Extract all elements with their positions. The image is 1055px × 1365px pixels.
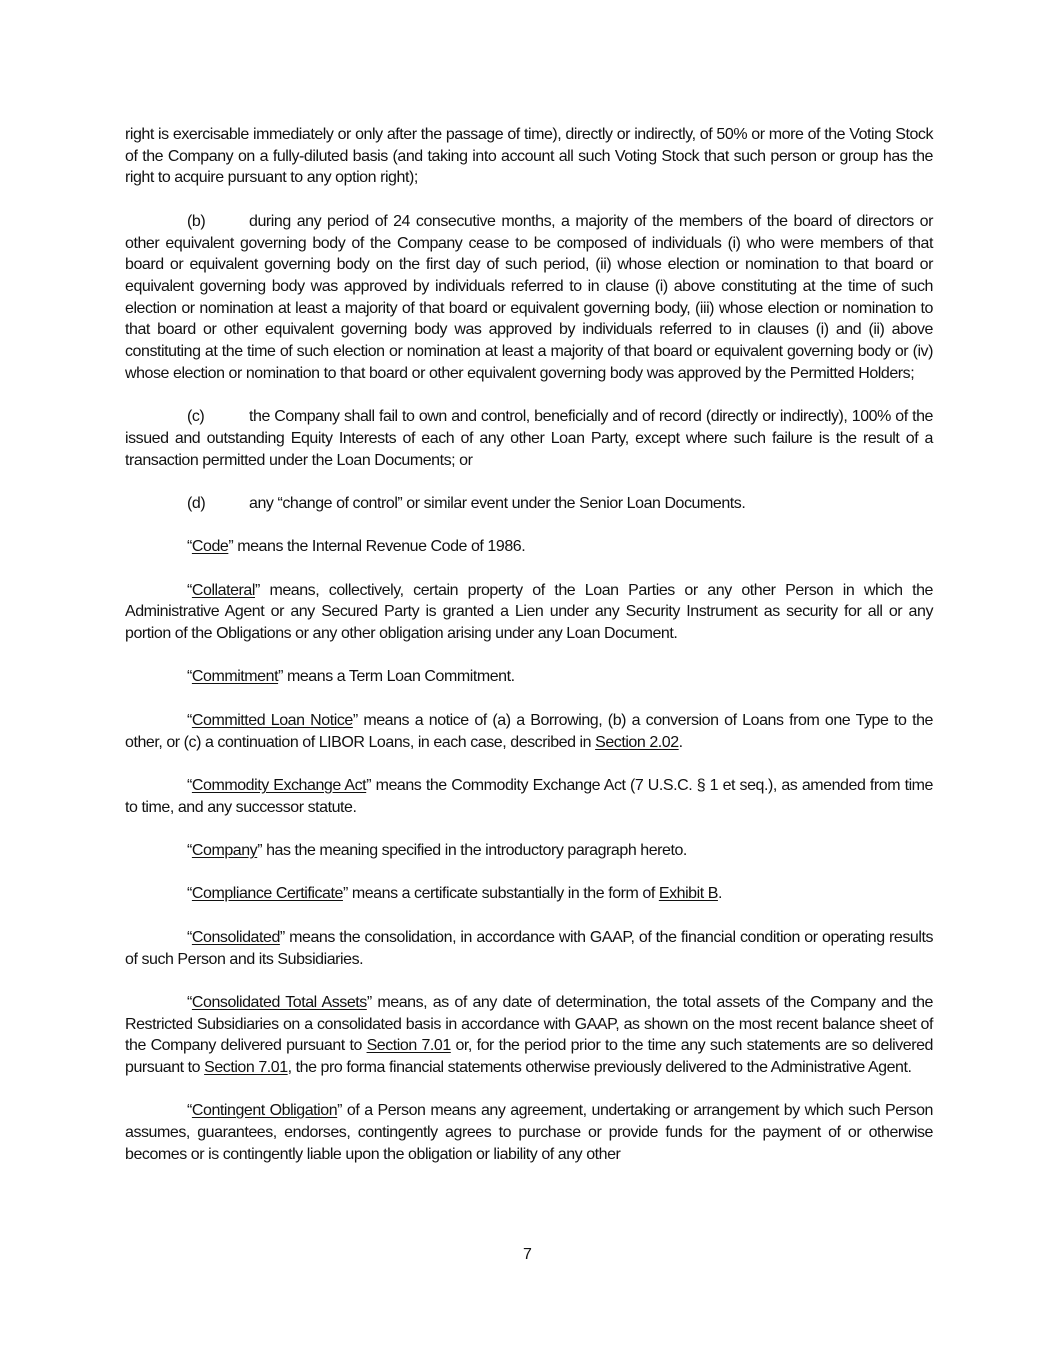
continuation-paragraph: right is exercisable immediately or only after the passage of time), directly or indirectly, of 50% or more of the Voting Stock of the Company on a fully-diluted basis (and taking into account all such Voting Stock that such person or group has the right to acquire pursuant to any option right);	[125, 126, 933, 187]
definition-tail: , the pro forma financial statements otherwise previously delivered to the Administrative Agent.	[287, 1059, 912, 1077]
close-quote: ”	[352, 711, 358, 729]
definition-commitment	[125, 666, 933, 688]
clause-text: during any period of 24 consecutive months, a majority of the members of the board of directors or other equivalent governing body of the Company cease to be composed of individuals (i) who were members of that board or equivalent governing body on the first day of such period, (ii) whose election or nomination to that board or equivalent governing body was approved by individuals referred to in clause (i) above constituting at the time of such election or nomination at least a majority of that board or equivalent governing body, (iii) whose election or nomination to that board or other equivalent governing body was approved by individuals referred to in clauses (i) and (ii) above constituting at the time of such election or nomination at least a majority of that board or equivalent governing body or (iv) whose election or nomination to that board or other equivalent governing body was approved by the Permitted Holders;	[125, 212, 933, 382]
exhibit-reference: Exhibit B	[658, 885, 718, 903]
definition-consolidated	[125, 927, 933, 970]
defined-term: Company	[191, 842, 258, 860]
defined-term: Contingent Obligation	[191, 1102, 338, 1120]
definition-consolidated-total-assets	[125, 992, 933, 1079]
definition-text: means, collectively, certain property of the Loan Parties or any other Person in which the Administrative Agent or any Secured Party is granted a Lien under any Security Instrument as security for all or any portion of the Obligations or any other obligation arising under any Loan Document.	[125, 581, 933, 643]
close-quote: ”	[278, 668, 283, 686]
close-quote: ”	[366, 993, 372, 1011]
open-quote: “	[187, 842, 192, 860]
defined-term: Collateral	[191, 581, 255, 599]
definition-committed-loan-notice	[125, 710, 933, 753]
definition-text: means a Term Loan Commitment.	[282, 668, 515, 686]
close-quote: ”	[279, 928, 285, 946]
clause-b	[125, 211, 933, 385]
defined-term: Commitment	[191, 668, 279, 686]
definition-text: has the meaning specified in the introductory paragraph hereto.	[262, 842, 687, 860]
clause-label: (b)	[187, 212, 206, 230]
definition-text: means, as of any date of determination, the total assets of the Company and the Restricted Subsidiaries on a consolidated basis in accordance with GAAP, as shown on the most recent balance sheet of the Company delivered pursuant to	[125, 993, 933, 1055]
definition-text-mid: or, for the period prior to the time any such statements are so delivered pursuant to	[125, 1037, 933, 1077]
close-quote: ”	[254, 581, 260, 599]
clause-label: (c)	[187, 408, 205, 426]
section-reference: Section 2.02	[595, 733, 679, 751]
close-quote: ”	[257, 842, 263, 860]
open-quote: “	[187, 581, 192, 599]
clause-c	[125, 406, 933, 471]
close-quote: ”	[366, 776, 372, 794]
section-reference: Section 7.01	[204, 1059, 288, 1077]
close-quote: ”	[337, 1102, 343, 1120]
page-number: 7	[523, 1246, 532, 1263]
defined-term: Consolidated	[191, 928, 280, 946]
clause-text: any “change of control” or similar event under the Senior Loan Documents.	[249, 494, 746, 512]
definition-code	[125, 536, 933, 558]
definition-text: means the Internal Revenue Code of 1986.	[233, 538, 526, 556]
open-quote: “	[187, 538, 192, 556]
definition-contingent-obligation	[125, 1100, 933, 1165]
open-quote: “	[187, 711, 192, 729]
definition-company	[125, 840, 933, 862]
definition-tail: .	[678, 733, 683, 751]
clause-d	[125, 493, 933, 515]
open-quote: “	[187, 885, 192, 903]
definition-tail: .	[717, 885, 722, 903]
close-quote: ”	[342, 885, 348, 903]
defined-term: Commodity Exchange Act	[191, 776, 367, 794]
definition-text: means the consolidation, in accordance with GAAP, of the financial condition or operating results of such Person and its Subsidiaries.	[125, 928, 933, 968]
clause-text: the Company shall fail to own and control, beneficially and of record (directly or indirectly), 100% of the issued and outstanding Equity Interests of each of any other Loan Party, except where such failure is the result of a transaction permitted under the Loan Documents; or	[125, 408, 933, 469]
section-reference: Section 7.01	[366, 1037, 451, 1055]
body-text	[125, 124, 933, 1187]
open-quote: “	[187, 668, 192, 686]
open-quote: “	[187, 1102, 192, 1120]
defined-term: Consolidated Total Assets	[191, 993, 367, 1011]
close-quote: ”	[228, 538, 234, 556]
definition-compliance-certificate	[125, 883, 933, 905]
definition-text: of a Person means any agreement, undertaking or arrangement by which such Person assumes, guarantees, endorses, contingently agrees to purchase or provide funds for the payment of or otherwise becomes or is contingently liable upon the obligation or liability of any other	[125, 1102, 933, 1163]
definition-text: means a notice of (a) a Borrowing, (b) a conversion of Loans from one Type to the other, or (c) a continuation of LIBOR Loans, in each case, described in	[125, 711, 933, 751]
open-quote: “	[187, 993, 192, 1011]
clause-label: (d)	[187, 494, 206, 512]
definition-text: means a certificate substantially in the form of	[347, 885, 659, 903]
defined-term: Code	[191, 538, 229, 556]
open-quote: “	[187, 776, 192, 794]
defined-term: Compliance Certificate	[191, 885, 343, 903]
definition-text: means the Commodity Exchange Act (7 U.S.C. § 1 et seq.), as amended from time to time, and any successor statute.	[125, 776, 934, 816]
defined-term: Committed Loan Notice	[191, 711, 353, 729]
open-quote: “	[187, 928, 192, 946]
definition-collateral	[125, 580, 933, 645]
definition-commodity-exchange-act	[125, 775, 933, 818]
